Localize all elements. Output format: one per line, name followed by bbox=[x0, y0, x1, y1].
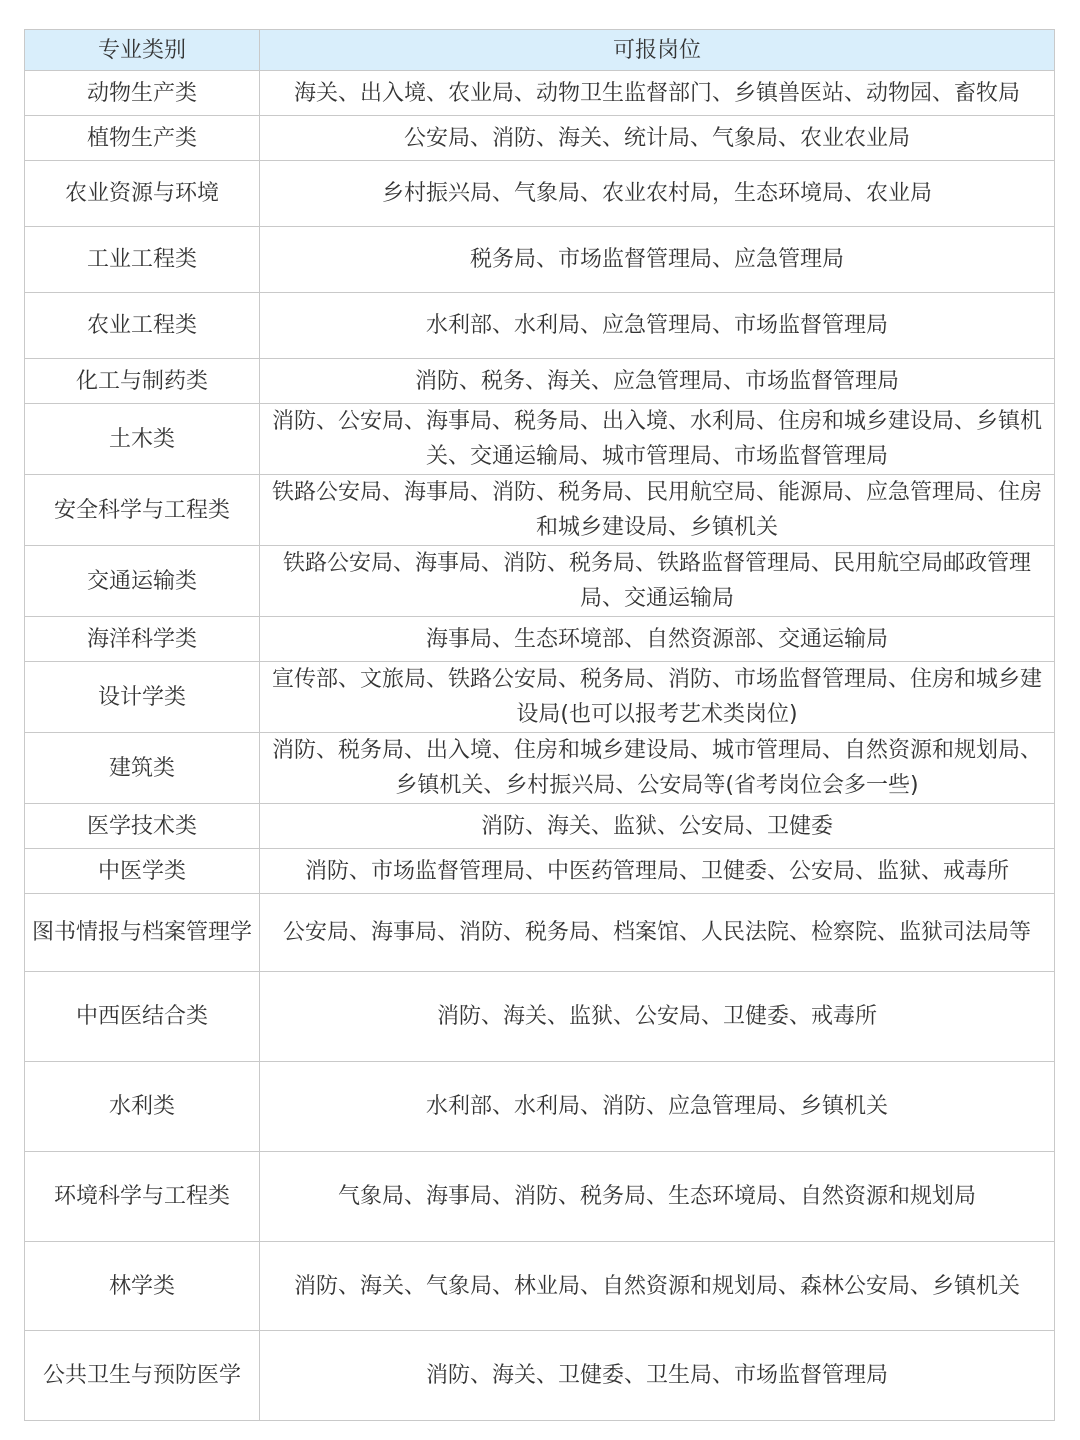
category-cell: 图书情报与档案管理学 bbox=[25, 894, 260, 972]
category-cell: 农业工程类 bbox=[25, 293, 260, 359]
table-row bbox=[25, 972, 1055, 1062]
category-cell: 中西医结合类 bbox=[25, 972, 260, 1062]
category-cell: 安全科学与工程类 bbox=[25, 475, 260, 546]
positions-cell: 铁路公安局、海事局、消防、税务局、铁路监督管理局、民用航空局邮政管理局、交通运输局 bbox=[260, 546, 1055, 617]
positions-cell: 公安局、消防、海关、统计局、气象局、农业农业局 bbox=[260, 116, 1055, 161]
table-row bbox=[25, 617, 1055, 662]
positions-cell: 消防、市场监督管理局、中医药管理局、卫健委、公安局、监狱、戒毒所 bbox=[260, 849, 1055, 894]
table-row bbox=[25, 293, 1055, 359]
positions-cell: 水利部、水利局、应急管理局、市场监督管理局 bbox=[260, 293, 1055, 359]
category-cell: 环境科学与工程类 bbox=[25, 1152, 260, 1242]
table-row bbox=[25, 359, 1055, 404]
category-cell: 建筑类 bbox=[25, 733, 260, 804]
table-row bbox=[25, 116, 1055, 161]
category-cell: 设计学类 bbox=[25, 662, 260, 733]
positions-table-container bbox=[24, 29, 1054, 1421]
category-cell: 动物生产类 bbox=[25, 71, 260, 116]
category-cell: 化工与制药类 bbox=[25, 359, 260, 404]
table-row bbox=[25, 662, 1055, 733]
positions-cell: 消防、海关、卫健委、卫生局、市场监督管理局 bbox=[260, 1331, 1055, 1421]
positions-cell: 海关、出入境、农业局、动物卫生监督部门、乡镇兽医站、动物园、畜牧局 bbox=[260, 71, 1055, 116]
positions-cell: 税务局、市场监督管理局、应急管理局 bbox=[260, 227, 1055, 293]
header-category: 专业类别 bbox=[25, 30, 260, 71]
positions-cell: 消防、海关、气象局、林业局、自然资源和规划局、森林公安局、乡镇机关 bbox=[260, 1242, 1055, 1331]
positions-cell: 宣传部、文旅局、铁路公安局、税务局、消防、市场监督管理局、住房和城乡建设局(也可以报考艺术类岗位) bbox=[260, 662, 1055, 733]
category-cell: 医学技术类 bbox=[25, 804, 260, 849]
category-cell: 农业资源与环境 bbox=[25, 161, 260, 227]
category-cell: 植物生产类 bbox=[25, 116, 260, 161]
category-cell: 土木类 bbox=[25, 404, 260, 475]
table-body bbox=[25, 71, 1055, 1421]
category-cell: 中医学类 bbox=[25, 849, 260, 894]
table-row bbox=[25, 71, 1055, 116]
header-row bbox=[25, 30, 1055, 71]
positions-cell: 消防、公安局、海事局、税务局、出入境、水利局、住房和城乡建设局、乡镇机关、交通运输局、城市管理局、市场监督管理局 bbox=[260, 404, 1055, 475]
category-cell: 水利类 bbox=[25, 1062, 260, 1152]
table-row bbox=[25, 894, 1055, 972]
table-row bbox=[25, 404, 1055, 475]
table-row bbox=[25, 1242, 1055, 1331]
positions-table bbox=[24, 29, 1055, 1421]
table-row bbox=[25, 161, 1055, 227]
category-cell: 工业工程类 bbox=[25, 227, 260, 293]
positions-cell: 消防、税务局、出入境、住房和城乡建设局、城市管理局、自然资源和规划局、乡镇机关、乡村振兴局、公安局等(省考岗位会多一些) bbox=[260, 733, 1055, 804]
table-row bbox=[25, 804, 1055, 849]
table-row bbox=[25, 546, 1055, 617]
category-cell: 林学类 bbox=[25, 1242, 260, 1331]
table-row bbox=[25, 475, 1055, 546]
positions-cell: 乡村振兴局、气象局、农业农村局，生态环境局、农业局 bbox=[260, 161, 1055, 227]
category-cell: 交通运输类 bbox=[25, 546, 260, 617]
category-cell: 公共卫生与预防医学 bbox=[25, 1331, 260, 1421]
positions-cell: 气象局、海事局、消防、税务局、生态环境局、自然资源和规划局 bbox=[260, 1152, 1055, 1242]
table-row bbox=[25, 733, 1055, 804]
table-row bbox=[25, 849, 1055, 894]
positions-cell: 消防、海关、监狱、公安局、卫健委 bbox=[260, 804, 1055, 849]
table-header bbox=[25, 30, 1055, 71]
table-row bbox=[25, 227, 1055, 293]
positions-cell: 海事局、生态环境部、自然资源部、交通运输局 bbox=[260, 617, 1055, 662]
positions-cell: 水利部、水利局、消防、应急管理局、乡镇机关 bbox=[260, 1062, 1055, 1152]
positions-cell: 铁路公安局、海事局、消防、税务局、民用航空局、能源局、应急管理局、住房和城乡建设局、乡镇机关 bbox=[260, 475, 1055, 546]
positions-cell: 消防、税务、海关、应急管理局、市场监督管理局 bbox=[260, 359, 1055, 404]
positions-cell: 公安局、海事局、消防、税务局、档案馆、人民法院、检察院、监狱司法局等 bbox=[260, 894, 1055, 972]
table-row bbox=[25, 1152, 1055, 1242]
category-cell: 海洋科学类 bbox=[25, 617, 260, 662]
header-positions: 可报岗位 bbox=[260, 30, 1055, 71]
positions-cell: 消防、海关、监狱、公安局、卫健委、戒毒所 bbox=[260, 972, 1055, 1062]
table-row bbox=[25, 1062, 1055, 1152]
table-row bbox=[25, 1331, 1055, 1421]
